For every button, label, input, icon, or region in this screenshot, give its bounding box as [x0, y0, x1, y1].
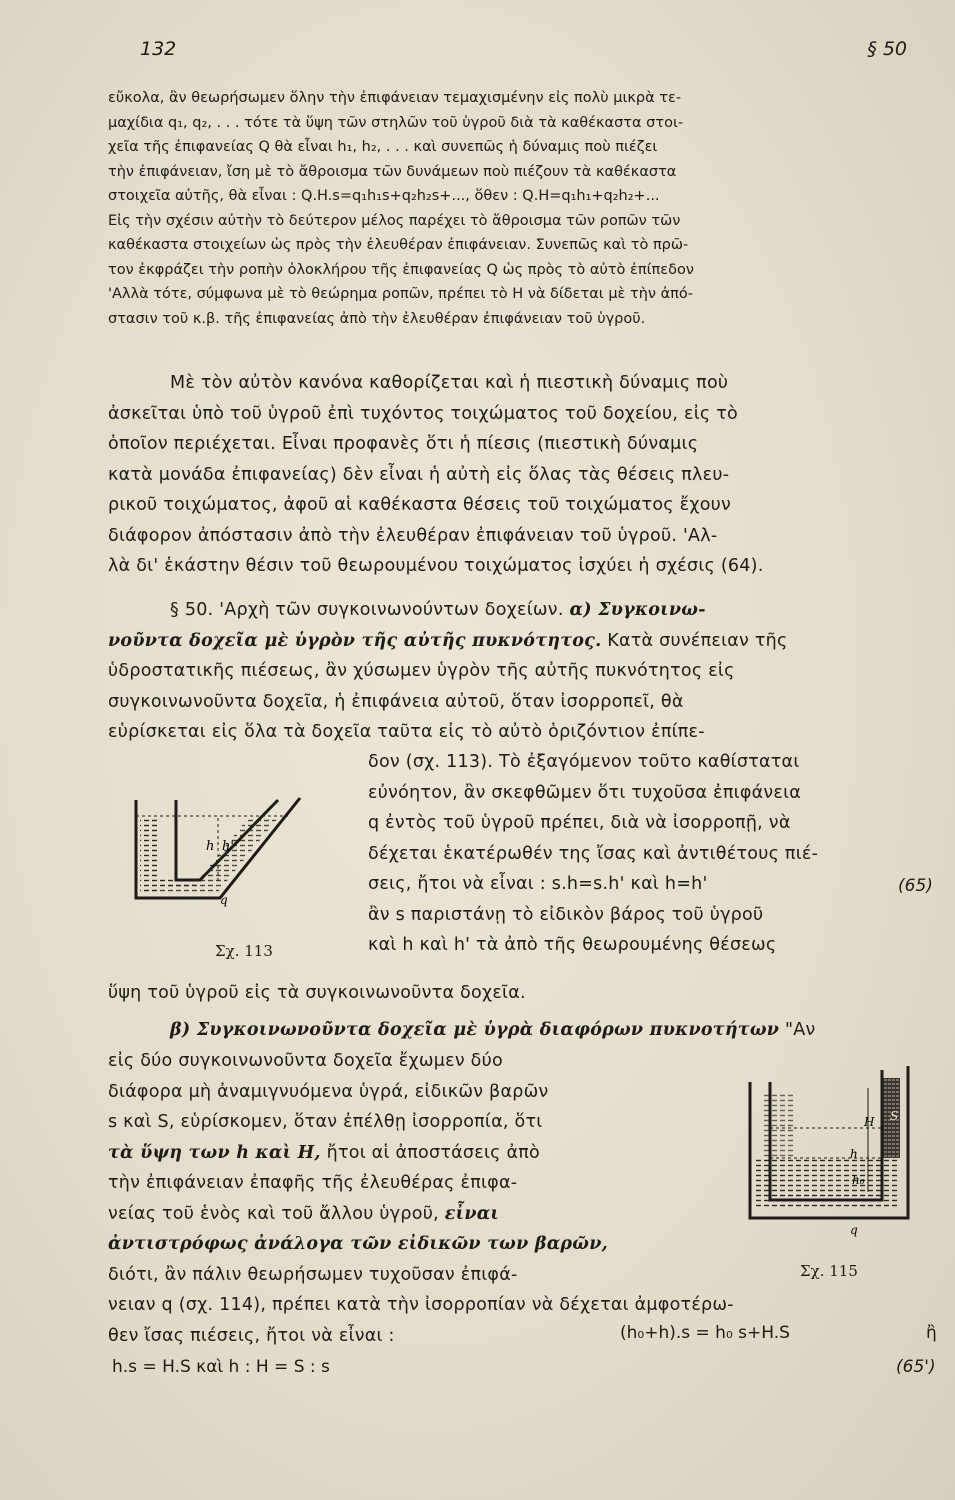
text-line: τὴν ἐπιφάνειαν ἐπαφῆς τῆς ἐλευθέρας ἐπιφα-: [108, 1173, 518, 1193]
text-line: Εἰς τὴν σχέσιν αὐτὴν τὸ δεύτερον μέλος παρέχει τὸ ἄθροισμα τῶν ροπῶν τῶν: [108, 212, 681, 229]
text-line: 'Αλλὰ τότε, σύμφωνα μὲ τὸ θεώρημα ροπῶν, πρέπει τὸ H νὰ δίδεται μὲ τὴν ἀπό-: [108, 286, 694, 302]
text-span: "Αν: [784, 1020, 816, 1040]
text-line: διάφορον ἀπόστασιν ἀπὸ τὴν ἐλευθέραν ἐπιφάνειαν τοῦ ὑγροῦ. 'Αλ-: [108, 525, 718, 546]
text-line: q ἐντὸς τοῦ ὑγροῦ πρέπει, διὰ νὰ ἰσορροπῇ, νὰ: [368, 813, 791, 833]
figure-113-side-text: [368, 747, 948, 961]
text-line: [108, 1015, 943, 1046]
text-line: [108, 1138, 728, 1169]
section-heading-line: [108, 595, 943, 626]
text-line: λὰ δι' ἑκάστην θέσιν τοῦ θεωρουμένου τοιχώματος ἰσχύει ἡ σχέσις (64).: [108, 556, 764, 576]
text-line: εὔκολα, ἂν θεωρήσωμεν ὅλην τὴν ἐπιφάνειαν τεμαχισμένην εἰς πολὺ μικρὰ τε-: [108, 90, 682, 106]
text-line: στασιν τοῦ κ.β. τῆς ἐπιφανείας ἀπὸ τὴν ἐλευθέραν ἐπιφάνειαν τοῦ ὑγροῦ.: [108, 310, 646, 327]
text-line: ἂν s παριστάνῃ τὸ εἰδικὸν βάρος τοῦ ὑγροῦ: [368, 904, 764, 925]
label-h-prime: h': [222, 839, 234, 854]
equation-number-65-prime: (65'): [896, 1357, 936, 1377]
subsection-b-body: [108, 1046, 728, 1290]
text-line: Μὲ τὸν αὐτὸν κανόνα καθορίζεται καὶ ἡ πιεστικὴ δύναμις ποὺ: [170, 373, 729, 393]
text-line: [108, 1229, 728, 1260]
pressure-paragraph: [108, 368, 943, 582]
emphasis-span: εἶναι: [444, 1203, 500, 1224]
text-span: ἤτοι αἱ ἀποστάσεις ἀπὸ: [326, 1142, 540, 1163]
text-span: θεν ἴσας πιέσεις, ἤτοι νὰ εἶναι :: [108, 1325, 395, 1346]
text-line: τὴν ἐπιφάνειαν, ἴση μὲ τὸ ἄθροισμα τῶν δυνάμεων ποὺ πιέζουν τὰ καθέκαστα: [108, 163, 677, 180]
text-line: ὑδροστατικῆς πιέσεως, ἂν χύσωμεν ὑγρὸν τῆς αὐτῆς πυκνότητος εἰς: [108, 661, 735, 681]
text-line: καὶ h καὶ h' τὰ ἀπὸ τῆς θεωρουμένης θέσεως: [368, 935, 777, 955]
text-line: εὐνόητον, ἂν σκεφθῶμεν ὅτι τυχοῦσα ἐπιφάνεια: [368, 782, 802, 803]
equation-a-or: ἢ: [926, 1323, 937, 1343]
text-line: δον (σχ. 113). Τὸ ἐξαγόμενον τοῦτο καθίσταται: [368, 752, 800, 772]
section-heading: § 50. 'Αρχὴ τῶν συγκοινωνούντων δοχείων.: [170, 600, 564, 620]
text-line: εὑρίσκεται εἰς ὅλα τὰ δοχεῖα ταῦτα εἰς τὸ αὐτὸ ὁριζόντιον ἐπίπε-: [108, 722, 705, 742]
section-50: [108, 595, 943, 748]
label-q: q: [850, 1223, 858, 1237]
subsection-a-heading: α) Συγκοινω-: [569, 600, 706, 620]
page-number: 132: [140, 38, 177, 60]
text-line: [108, 1199, 728, 1230]
text-line: διάφορα μὴ ἀναμιγνυόμενα ὑγρά, εἰδικῶν βαρῶν: [108, 1081, 549, 1102]
text-line: στοιχεῖα αὐτῆς, θὰ εἶναι : Q.H.s=q₁h₁s+q₂h₂s+..., ὅθεν : Q.H=q₁h₁+q₂h₂+...: [108, 188, 660, 204]
text-line: μαχίδια q₁, q₂, . . . τότε τὰ ὕψη τῶν στηλῶν τοῦ ὑγροῦ διὰ τὰ καθέκαστα στοι-: [108, 114, 684, 131]
figure-115-caption: Σχ. 115: [800, 1262, 858, 1280]
subsection-a-heading-cont: νοῦντα δοχεῖα μὲ ὑγρὸν τῆς αὐτῆς πυκνότητος.: [108, 630, 602, 651]
figure-115: [740, 1058, 935, 1238]
figure-113: [128, 788, 318, 908]
text-line: συγκοινωνοῦντα δοχεῖα, ἡ ἐπιφάνεια αὐτοῦ, ὅταν ἰσορροπεῖ, θὰ: [108, 691, 684, 712]
text-line: νειαν q (σχ. 114), πρέπει κατὰ τὴν ἰσορροπίαν νὰ δέχεται ἀμφοτέρω-: [108, 1295, 734, 1315]
text-line: ρικοῦ τοιχώματος, ἀφοῦ αἱ καθέκαστα θέσεις τοῦ τοιχώματος ἔχουν: [108, 495, 732, 515]
text-line: [108, 626, 943, 657]
subsection-b-heading: β) Συγκοινωνοῦντα δοχεῖα μὲ ὑγρὰ διαφόρων πυκνοτήτων: [170, 1020, 780, 1040]
text-line: διότι, ἂν πάλιν θεωρήσωμεν τυχοῦσαν ἐπιφά-: [108, 1264, 518, 1285]
subsection-b: [108, 1015, 943, 1046]
text-block: [108, 978, 943, 1009]
section-header: § 50: [867, 38, 907, 60]
text-span: Κατὰ συνέπειαν τῆς: [607, 630, 788, 651]
text-line: ἀσκεῖται ὑπὸ τοῦ ὑγροῦ ἐπὶ τυχόντος τοιχώματος τοῦ δοχείου, εἰς τὸ: [108, 403, 738, 424]
continuation-paragraph: [108, 86, 938, 331]
text-line: χεῖα τῆς ἐπιφανείας Q θὰ εἶναι h₁, h₂, . . . καὶ συνεπῶς ἡ δύναμις ποὺ πιέζει: [108, 139, 658, 155]
emphasis-span: ἀντιστρόφως ἀνάλογα τῶν εἰδικῶν των βαρῶν,: [108, 1234, 608, 1254]
figure-113-caption: Σχ. 113: [215, 942, 273, 960]
equation-number-65: (65): [898, 876, 933, 896]
text-line: τον ἐκφράζει τὴν ροπὴν ὁλοκλήρου τῆς ἐπιφανείας Q ὡς πρὸς τὸ αὐτὸ ἐπίπεδον: [108, 261, 694, 278]
label-H: H: [864, 1115, 875, 1129]
label-h: h: [850, 1147, 858, 1161]
text-line: ὕψη τοῦ ὑγροῦ εἰς τὰ συγκοινωνοῦντα δοχεῖα.: [108, 983, 526, 1003]
text-line: σεις, ἤτοι νὰ εἶναι : s.h=s.h' καὶ h=h': [368, 874, 708, 894]
label-h0: h₀: [852, 1173, 865, 1187]
text-line: καθέκαστα στοιχείων ὡς πρὸς τὴν ἐλευθέραν ἐπιφάνειαν. Συνεπῶς καὶ τὸ πρῶ-: [108, 237, 689, 253]
subsection-b-tail: [108, 1290, 943, 1351]
emphasis-span: τὰ ὕψη των h καὶ H,: [108, 1142, 321, 1163]
text-line: δέχεται ἑκατέρωθέν της ἴσας καὶ ἀντιθέτους πιέ-: [368, 843, 819, 864]
equation-a: (h₀+h).s = h₀ s+H.S: [620, 1323, 790, 1343]
text-span: νείας τοῦ ἑνὸς καὶ τοῦ ἄλλου ὑγροῦ,: [108, 1203, 439, 1224]
text-line: s καὶ S, εὑρίσκομεν, ὅταν ἐπέλθῃ ἰσορροπία, ὅτι: [108, 1112, 543, 1132]
text-line: [108, 1321, 943, 1352]
text-line: εἰς δύο συγκοινωνοῦντα δοχεῖα ἔχωμεν δύο: [108, 1051, 503, 1071]
label-h: h: [206, 839, 215, 854]
label-S: S: [890, 1109, 899, 1123]
label-q: q: [220, 893, 228, 907]
equation-b: h.s = H.S καὶ h : H = S : s: [112, 1357, 330, 1377]
text-line: κατὰ μονάδα ἐπιφανείας) δὲν εἶναι ἡ αὐτὴ εἰς ὅλας τὰς θέσεις πλευ-: [108, 464, 730, 485]
text-line: ὁποῖον περιέχεται. Εἶναι προφανὲς ὅτι ἡ πίεσις (πιεστικὴ δύναμις: [108, 434, 699, 454]
liquid-hatch: [762, 1094, 796, 1158]
